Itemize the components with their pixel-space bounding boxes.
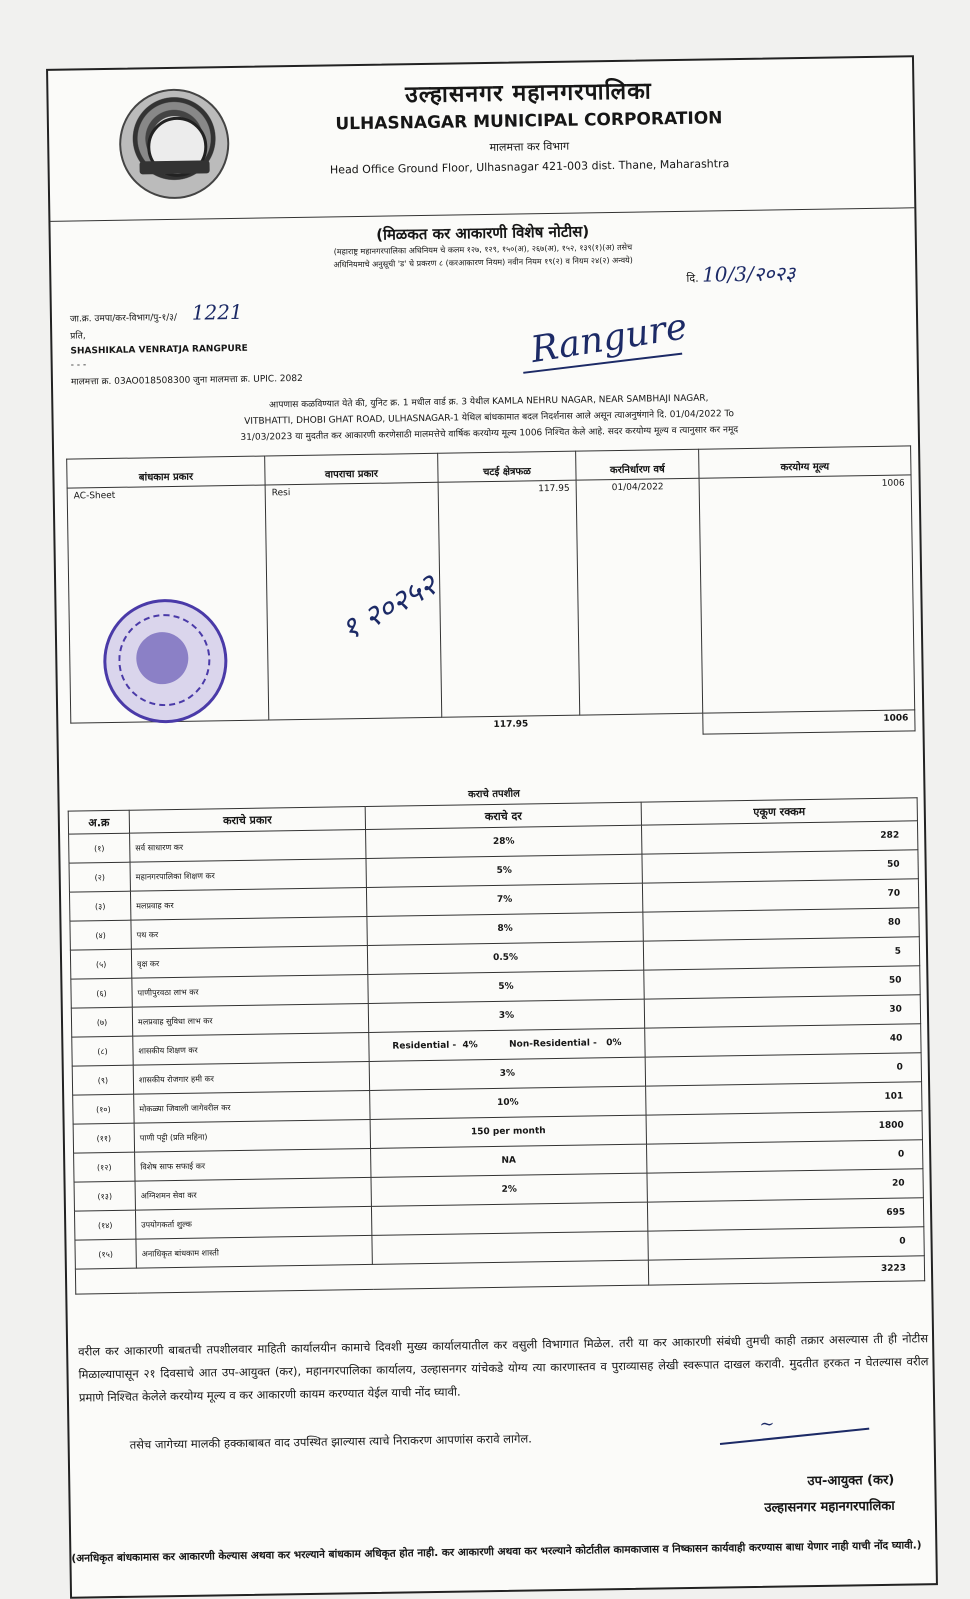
tax-name: पाणीपुरवठा लाभ कर: [132, 974, 368, 1007]
tax-rate: 0.5%: [367, 941, 643, 974]
address-placeholder: - - -: [70, 360, 87, 371]
serial-number: (६): [71, 978, 132, 1008]
column-header: करयोग्य मूल्य: [699, 446, 911, 478]
notice-title: (मिळकत कर आकारणी विशेष नोटीस): [375, 222, 590, 244]
handwritten-mark: १ २०२५२: [335, 567, 443, 649]
notice-date: [686, 259, 795, 288]
signature-scribble-icon: ~: [759, 1413, 775, 1435]
letterhead: [48, 57, 914, 222]
corporation-name-marathi: उल्हासनगर महानगरपालिका: [404, 78, 652, 109]
assessment-year: 01/04/2022: [576, 478, 703, 715]
tax-amount: 70: [642, 879, 918, 912]
tax-rate: 10%: [370, 1086, 646, 1119]
paragraph-line: VITBHATTI, DHOBI GHAT ROAD, ULHASNAGAR-1 येथिल बांधकामात बदल निदर्शनास आले असून त्याअनुषंगाने दि. 01/04/2022 To: [244, 409, 735, 427]
designation-office: उल्हासनगर महानगरपालिका: [764, 1498, 895, 1516]
tax-amount: 0: [648, 1227, 924, 1260]
serial-number: (८): [72, 1036, 133, 1066]
tax-name: शासकीय शिक्षण कर: [133, 1032, 369, 1065]
construction-type: AC-Sheet: [67, 485, 269, 723]
tax-name: मोकळ्या जिवाली जागेवरील कर: [134, 1090, 370, 1123]
tax-rate: [371, 1202, 647, 1235]
tax-name: पाणी पट्टी (प्रति महिना): [134, 1119, 370, 1152]
tax-amount: 50: [642, 850, 918, 883]
tax-rate: 3%: [369, 1057, 645, 1090]
tax-details-table: [68, 797, 925, 1294]
carpet-area: 117.95: [438, 480, 580, 717]
tax-rate: Residential - 4% Non-Residential - 0%: [369, 1028, 645, 1061]
tax-name: मलप्रवाह कर: [130, 887, 366, 920]
tax-amount: 50: [644, 966, 920, 999]
tax-amount: 0: [645, 1053, 921, 1086]
addressee-label: प्रति,: [70, 331, 86, 342]
legal-footnote: (अनधिकृत बांधकामास कर आकारणी केल्यास अथवा कर भरल्याने बांधकाम अधिकृत होत नाही. कर आकारणी अथवा कर भरल्याने कोर्टातील कामकाजास व निष्कासन कार्यवाही करण्यास बाधा येणार नाही याची नोंद घ्यावी.): [71, 1539, 922, 1565]
tax-amount: 0: [647, 1140, 923, 1173]
tax-amount: 30: [644, 995, 920, 1028]
column-header: करनिर्धारण वर्ष: [576, 449, 699, 480]
reference-label: जा.क्र. उमपा/कर-विभाग/पु-१/३/: [69, 312, 178, 325]
officer-signature: Rangure: [528, 306, 690, 372]
tax-amount: 695: [647, 1198, 923, 1231]
serial-number: (१): [69, 833, 130, 863]
tax-rate: 2%: [371, 1173, 647, 1206]
total-area: 117.95: [493, 719, 529, 730]
tax-name: पथ कर: [131, 916, 367, 949]
serial-number: (१३): [74, 1181, 135, 1211]
tax-amount: 40: [645, 1024, 921, 1057]
tax-name: अनाधिकृत बांधकाम शास्ती: [136, 1235, 372, 1268]
tax-name: अग्निशमन सेवा कर: [135, 1177, 371, 1210]
serial-number: (५): [70, 949, 131, 979]
serial-number: (३): [69, 891, 130, 921]
tax-amount: 1800: [646, 1111, 922, 1144]
tax-name: महानगरपालिका शिक्षण कर: [130, 858, 366, 891]
footer-instructions: वरील कर आकारणी बाबतची तपशीलवार माहिती कार्यालयीन कामाचे दिवशी मुख्य कार्यालयातील कर वसुली विभागात मिळेल. तरी या कर आकारणी संबंधी तुमची काही तक्रार असल्यास ती ही नोटीस मिळाल्यापासून २१ दिवसाचे आत उप-आयुक्त (कर), महानगरपालिका कार्यालय, उल्हासनगर यांचेकडे योग्य त्या कारणास्तव व पुराव्यासह लेखी स्वरूपात दाखल करावी. मुदतीत हरकत न घेतल्यास वरील प्रमाणे निश्चित केलेले करयोग्य मूल्य व कर आकारणी कायम करण्यात येईल याची नोंद घ्यावी.: [78, 1331, 929, 1405]
column-header: चटई क्षेत्रफळ: [438, 451, 576, 482]
tax-name: सर्व साधारण कर: [130, 829, 366, 862]
paragraph-line: 31/03/2023 या मुदतीत कर आकारणी करणेसाठी मालमत्तेचे वार्षिक करयोग्य मूल्य 1006 निश्चित केले आहे. सदर करयोग्य मूल्य व त्यानुसार कर नमूद: [240, 425, 739, 443]
office-address: Head Office Ground Floor, Ulhasnagar 421-003 dist. Thane, Maharashtra: [329, 157, 730, 177]
serial-number: (११): [73, 1123, 134, 1153]
corporation-name-english: ULHASNAGAR MUNICIPAL CORPORATION: [335, 108, 723, 135]
corporation-seal-icon: [118, 88, 230, 200]
serial-number: (१४): [74, 1210, 135, 1240]
column-header: अ.क्र: [68, 810, 129, 834]
letterhead-text: [268, 71, 789, 177]
tax-name: विशेष साफ सफाई कर: [135, 1148, 371, 1181]
usage-type: Resi: [265, 482, 442, 720]
tax-amount: 101: [646, 1082, 922, 1115]
column-header: एकूण रक्कम: [641, 798, 917, 825]
notice-legal-ref-1: (महाराष्ट्र महानगरपालिका अधिनियम चे कलम १२७, १२९, १५०(अ), २६७(अ), १५२, १३९(१)(अ) तसेच: [333, 242, 633, 257]
ownership-dispute-note: तसेच जागेच्या मालकी हक्काबाबत वाद उपस्थित झाल्यास त्याचे निराकरण आपणांस करावे लागेल.: [129, 1431, 533, 1452]
column-header: वापराचा प्रकार: [265, 453, 438, 485]
tax-table-body: [69, 821, 925, 1294]
department-name: मालमत्ता कर विभाग: [489, 139, 570, 154]
deputy-commissioner-signature: [719, 1414, 870, 1456]
date-value: 10/3/२०२३: [701, 261, 796, 287]
tax-rate: 3%: [368, 999, 644, 1032]
property-number-line: मालमत्ता क्र. 03AO018508300 जुना मालमत्ता क्र. UPIC. 2082: [70, 373, 303, 388]
tax-name: उपयोगकर्ता शुल्क: [135, 1206, 371, 1239]
serial-number: (७): [71, 1007, 132, 1037]
tax-rate: 8%: [367, 912, 643, 945]
date-prefix: दि.: [686, 271, 699, 285]
serial-number: (१२): [74, 1152, 135, 1182]
owner-name: SHASHIKALA VENRATJA RANGPURE: [70, 343, 248, 357]
tax-amount: 282: [641, 821, 917, 854]
tax-details-caption: कराचे तपशील: [468, 788, 520, 801]
tax-amount: 20: [647, 1169, 923, 1202]
notice-legal-ref-2: अधिनियमाचे अनुसूची 'ड' चे प्रकरण ८ (करआकारण नियम) नवीन नियम १९(२) व नियम २४(२) अन्वये): [333, 255, 633, 270]
column-header: कराचे दर: [365, 802, 641, 829]
total-taxable-value: 1006: [703, 710, 915, 734]
column-header: कराचे प्रकार: [129, 806, 365, 833]
tax-rate: NA: [371, 1144, 647, 1177]
reference-number: [70, 300, 243, 327]
tax-rate: 7%: [366, 883, 642, 916]
serial-number: (२): [69, 862, 130, 892]
column-header: बांधकाम प्रकार: [67, 456, 265, 488]
serial-number: (४): [70, 920, 131, 950]
tax-rate: [372, 1231, 648, 1264]
grand-total-amount: 3223: [648, 1256, 924, 1285]
tax-rate: 28%: [366, 825, 642, 858]
assessment-paragraph: [71, 387, 907, 448]
tax-name: मलप्रवाह सुविधा लाभ कर: [132, 1003, 368, 1036]
tax-rate: 5%: [366, 854, 642, 887]
tax-amount: 80: [643, 908, 919, 941]
taxable-value: 1006: [699, 475, 915, 713]
designation-title: उप-आयुक्त (कर): [807, 1472, 895, 1490]
serial-number: (१५): [75, 1239, 136, 1269]
reference-handwritten-number: 1221: [191, 299, 243, 325]
serial-number: (१०): [73, 1094, 134, 1124]
tax-rate: 150 per month: [370, 1115, 646, 1148]
tax-rate: 5%: [368, 970, 644, 1003]
serial-number: (९): [72, 1065, 133, 1095]
notice-sheet: [46, 55, 938, 1598]
tax-amount: 5: [643, 937, 919, 970]
tax-name: शासकीय रोजगार हमी कर: [133, 1061, 369, 1094]
paragraph-line: आपणास कळविण्यात येते की, युनिट क्र. 1 मधील वार्ड क्र. 3 येथील KAMLA NEHRU NAGAR, NEAR SAMBHAJI NAGAR,: [269, 393, 709, 411]
tax-name: वृक्ष कर: [131, 945, 367, 978]
signatory-designation: [764, 1468, 895, 1522]
